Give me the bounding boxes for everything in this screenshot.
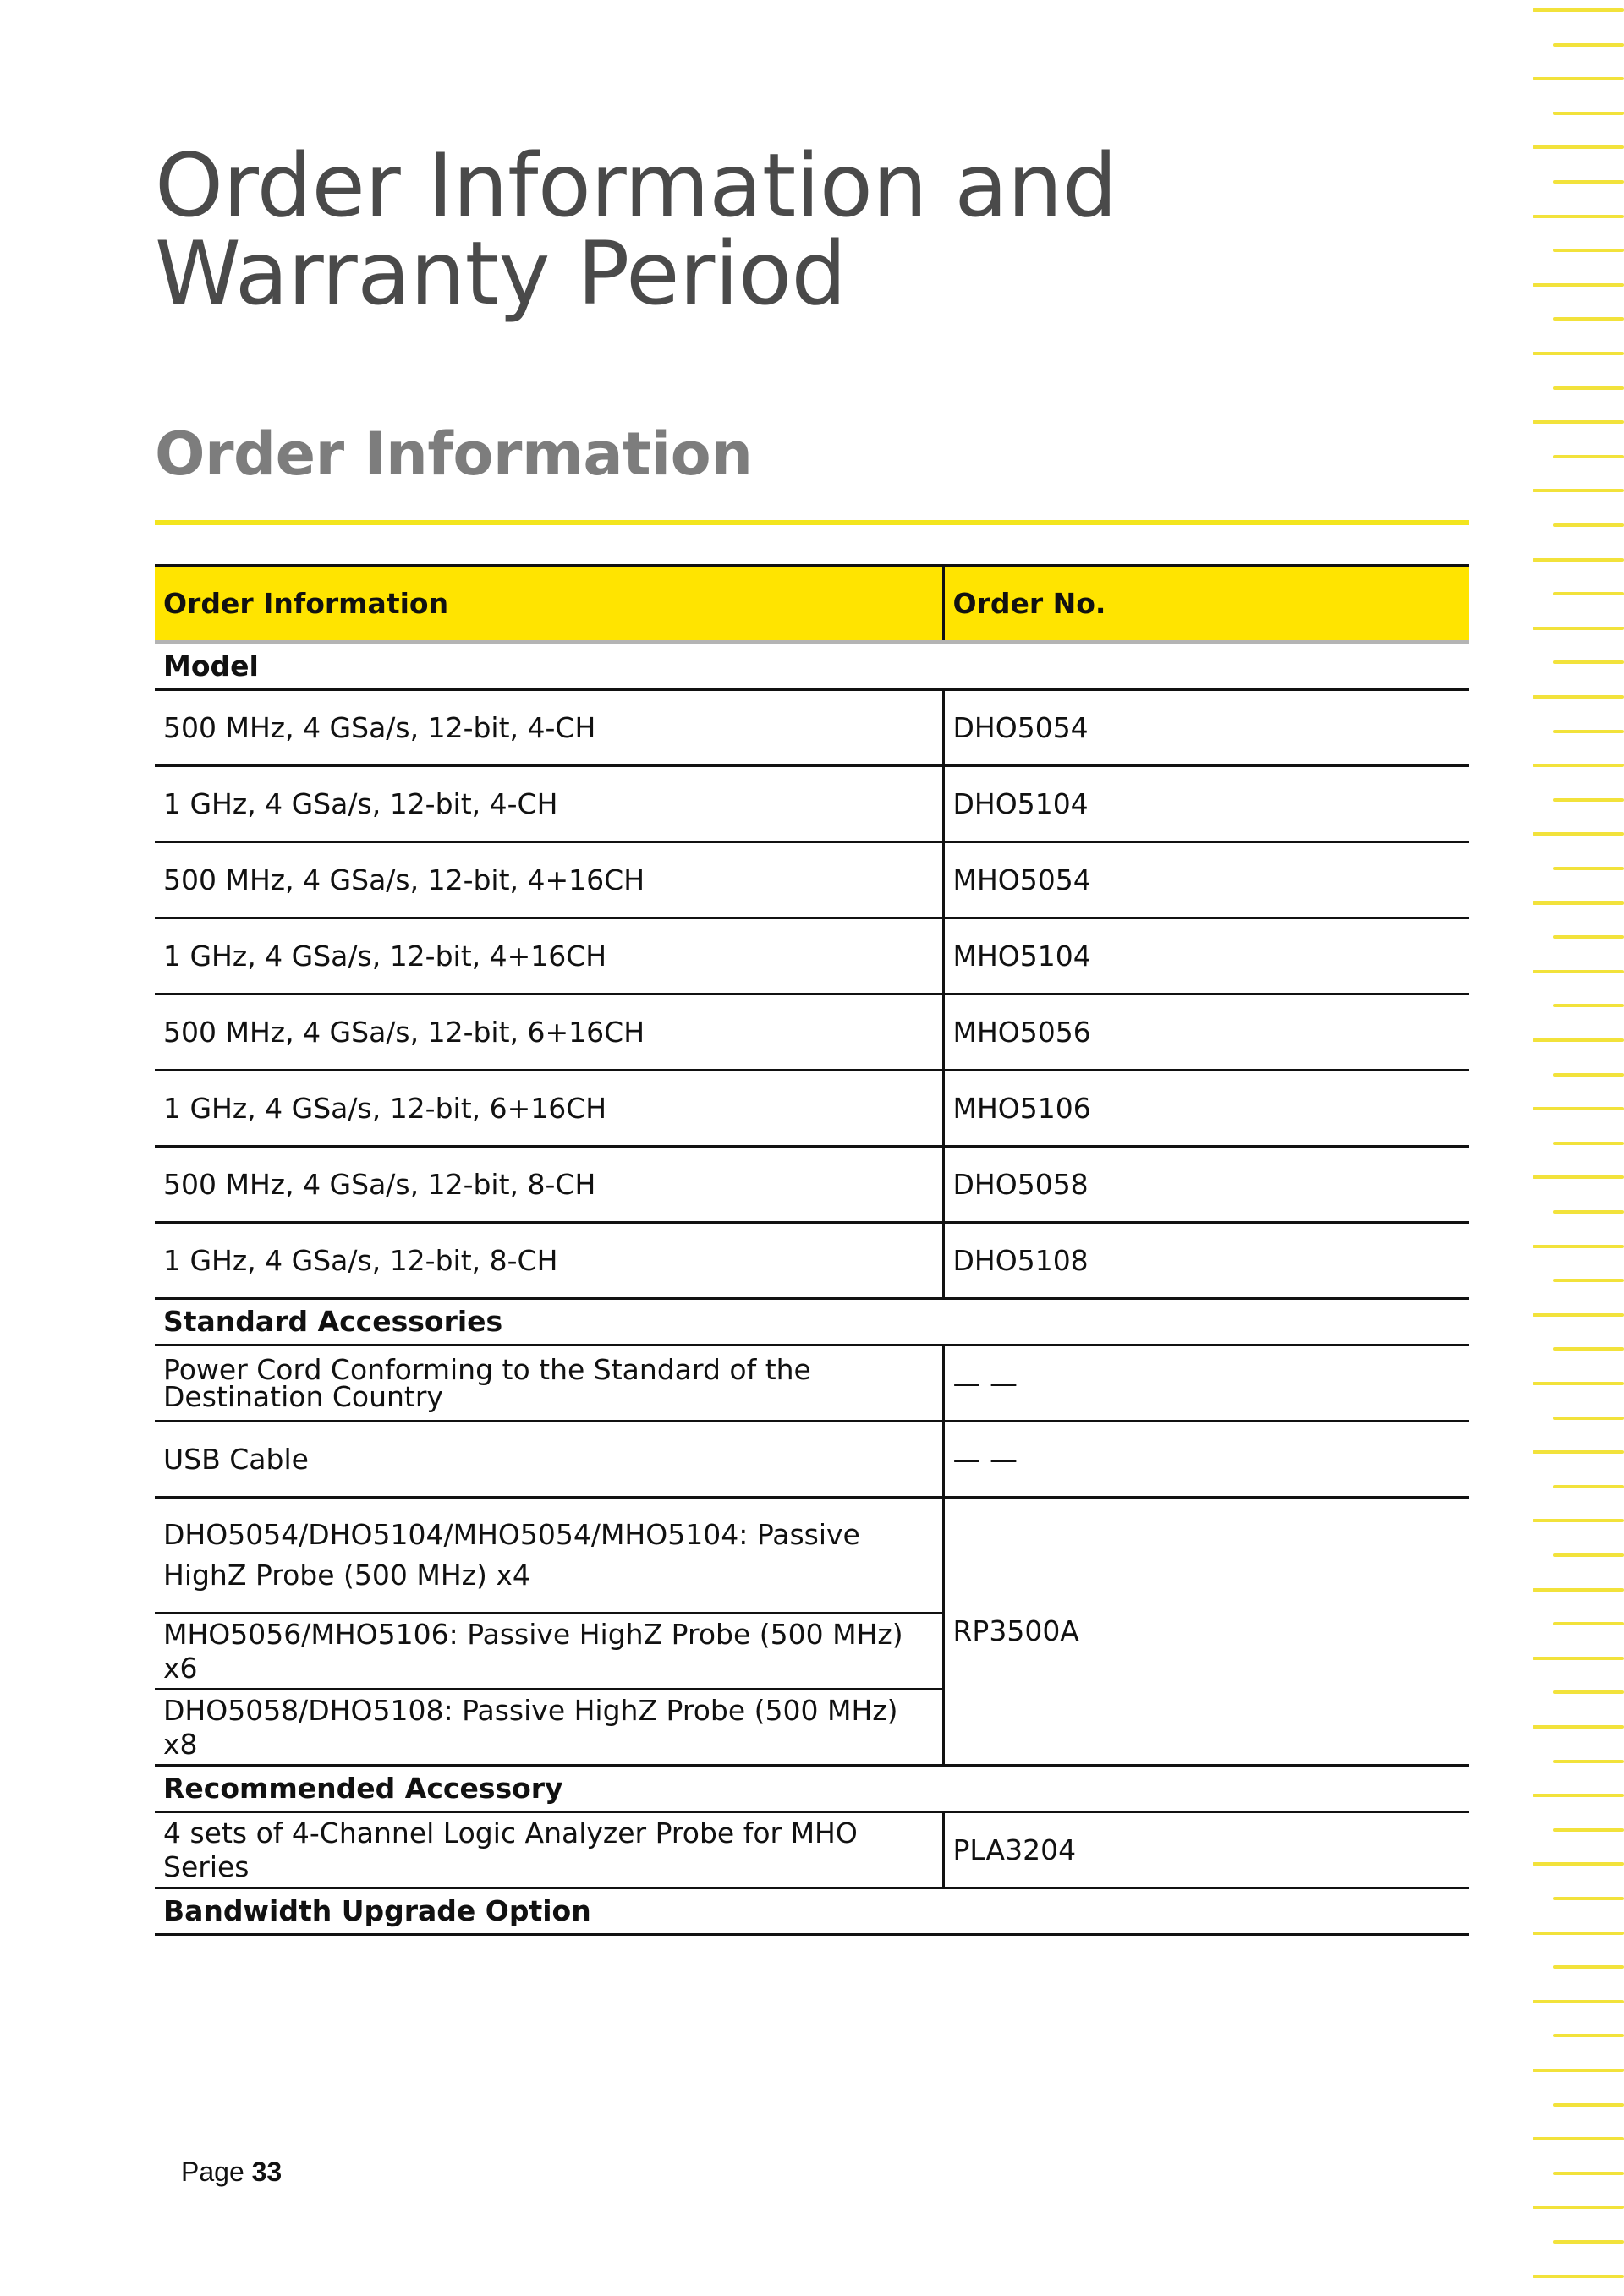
deco-stripe bbox=[1553, 2172, 1624, 2175]
deco-stripe bbox=[1553, 867, 1624, 870]
deco-stripe bbox=[1553, 1965, 1624, 1969]
order-no-cell: MHO5056 bbox=[943, 995, 1469, 1071]
deco-stripe bbox=[1533, 1450, 1624, 1454]
deco-stripe bbox=[1533, 2137, 1624, 2140]
deco-stripe bbox=[1533, 1932, 1624, 1935]
deco-stripe bbox=[1553, 180, 1624, 184]
order-info-cell: 500 MHz, 4 GSa/s, 12-bit, 4-CH bbox=[155, 690, 943, 766]
order-no-cell: DHO5054 bbox=[943, 690, 1469, 766]
deco-stripe bbox=[1553, 935, 1624, 939]
order-no-cell-merged: RP3500A bbox=[943, 1498, 1469, 1766]
table-row bbox=[155, 1812, 1469, 1888]
section-row-standard-accessories bbox=[155, 1299, 1469, 1345]
deco-stripe bbox=[1533, 1794, 1624, 1797]
deco-stripe bbox=[1553, 43, 1624, 47]
deco-stripe bbox=[1553, 1279, 1624, 1282]
order-no-cell: MHO5106 bbox=[943, 1071, 1469, 1147]
deco-stripe bbox=[1553, 730, 1624, 733]
table-row bbox=[155, 1422, 1469, 1498]
deco-stripe bbox=[1533, 764, 1624, 767]
deco-stripe bbox=[1553, 1347, 1624, 1351]
page-number: 33 bbox=[251, 2156, 283, 2187]
order-information-table bbox=[155, 564, 1469, 1936]
deco-stripe bbox=[1553, 523, 1624, 527]
order-info-cell: 4 sets of 4-Channel Logic Analyzer Probe for MHO Series bbox=[155, 1812, 943, 1888]
deco-stripe bbox=[1533, 627, 1624, 630]
order-info-cell: 500 MHz, 4 GSa/s, 12-bit, 4+16CH bbox=[155, 842, 943, 918]
table-row bbox=[155, 995, 1469, 1071]
order-no-cell: DHO5058 bbox=[943, 1147, 1469, 1223]
deco-stripe bbox=[1533, 283, 1624, 287]
deco-stripe bbox=[1553, 798, 1624, 802]
section-label: Recommended Accessory bbox=[155, 1766, 1469, 1812]
deco-stripe bbox=[1533, 695, 1624, 699]
order-no-cell: — — bbox=[943, 1422, 1469, 1498]
deco-stripe bbox=[1553, 249, 1624, 252]
order-no-cell: DHO5108 bbox=[943, 1223, 1469, 1299]
section-row-bandwidth-upgrade-option bbox=[155, 1888, 1469, 1935]
order-info-cell: 1 GHz, 4 GSa/s, 12-bit, 4+16CH bbox=[155, 918, 943, 995]
table-row bbox=[155, 690, 1469, 766]
header-order-information: Order Information bbox=[155, 566, 943, 643]
order-no-cell: — — bbox=[943, 1345, 1469, 1422]
deco-stripe bbox=[1553, 1690, 1624, 1694]
section-row-recommended-accessory bbox=[155, 1766, 1469, 1812]
table-row bbox=[155, 842, 1469, 918]
deco-stripe bbox=[1533, 1313, 1624, 1317]
deco-stripe bbox=[1553, 1073, 1624, 1077]
header-order-no: Order No. bbox=[943, 566, 1469, 643]
deco-stripe bbox=[1533, 77, 1624, 80]
page-label: Page bbox=[181, 2156, 244, 2187]
order-info-cell: 1 GHz, 4 GSa/s, 12-bit, 8-CH bbox=[155, 1223, 943, 1299]
deco-stripe bbox=[1553, 2240, 1624, 2244]
deco-stripe bbox=[1533, 1657, 1624, 1660]
order-no-cell: MHO5054 bbox=[943, 842, 1469, 918]
deco-stripe bbox=[1533, 1175, 1624, 1179]
deco-stripe bbox=[1553, 455, 1624, 458]
deco-stripe bbox=[1533, 1862, 1624, 1866]
order-info-cell: 1 GHz, 4 GSa/s, 12-bit, 4-CH bbox=[155, 766, 943, 842]
deco-stripe bbox=[1553, 1417, 1624, 1420]
deco-stripe bbox=[1553, 1828, 1624, 1832]
deco-stripe bbox=[1533, 489, 1624, 492]
deco-stripe bbox=[1533, 215, 1624, 218]
section-label: Model bbox=[155, 643, 1469, 690]
deco-stripe bbox=[1553, 1760, 1624, 1763]
deco-stripe bbox=[1553, 592, 1624, 595]
table-row bbox=[155, 1223, 1469, 1299]
order-info-cell: MHO5056/MHO5106: Passive HighZ Probe (500 MHz) x6 bbox=[155, 1614, 943, 1690]
order-info-cell: DHO5054/DHO5104/MHO5054/MHO5104: Passive HighZ Probe (500 MHz) x4 bbox=[155, 1498, 943, 1614]
table-header-row bbox=[155, 566, 1469, 643]
deco-stripe bbox=[1533, 420, 1624, 424]
order-no-cell: PLA3204 bbox=[943, 1812, 1469, 1888]
order-info-cell: 500 MHz, 4 GSa/s, 12-bit, 6+16CH bbox=[155, 995, 943, 1071]
deco-stripe bbox=[1553, 1622, 1624, 1625]
deco-stripe bbox=[1533, 901, 1624, 905]
table-row bbox=[155, 1147, 1469, 1223]
deco-stripe bbox=[1533, 145, 1624, 149]
deco-stripe bbox=[1533, 1245, 1624, 1248]
deco-stripe bbox=[1533, 1107, 1624, 1110]
order-info-cell: 1 GHz, 4 GSa/s, 12-bit, 6+16CH bbox=[155, 1071, 943, 1147]
deco-stripe bbox=[1553, 112, 1624, 115]
table-row bbox=[155, 918, 1469, 995]
deco-stripe bbox=[1533, 2069, 1624, 2072]
order-no-cell: DHO5104 bbox=[943, 766, 1469, 842]
deco-stripe bbox=[1553, 317, 1624, 321]
order-info-cell: DHO5058/DHO5108: Passive HighZ Probe (500 MHz) x8 bbox=[155, 1690, 943, 1766]
section-row-model bbox=[155, 643, 1469, 690]
order-info-cell: Power Cord Conforming to the Standard of the Destination Country bbox=[155, 1345, 943, 1422]
deco-stripe bbox=[1553, 1485, 1624, 1488]
order-info-cell: USB Cable bbox=[155, 1422, 943, 1498]
deco-stripe bbox=[1533, 2275, 1624, 2278]
page-footer bbox=[181, 2156, 282, 2188]
deco-stripe bbox=[1553, 2103, 1624, 2107]
table-row bbox=[155, 766, 1469, 842]
page-title: Order Information and Warranty Period bbox=[155, 135, 1117, 325]
deco-stripe bbox=[1553, 1142, 1624, 1145]
deco-stripe bbox=[1553, 660, 1624, 664]
deco-stripe bbox=[1533, 1038, 1624, 1042]
section-label: Bandwidth Upgrade Option bbox=[155, 1888, 1469, 1935]
table-row bbox=[155, 1498, 1469, 1614]
deco-stripe bbox=[1553, 386, 1624, 390]
deco-stripe bbox=[1533, 970, 1624, 973]
section-divider bbox=[155, 520, 1469, 525]
table-row bbox=[155, 1071, 1469, 1147]
deco-stripe bbox=[1533, 1519, 1624, 1522]
deco-stripe bbox=[1553, 1553, 1624, 1557]
deco-stripe bbox=[1533, 1725, 1624, 1729]
table-row bbox=[155, 1345, 1469, 1422]
deco-stripe bbox=[1533, 2000, 1624, 2003]
deco-stripe bbox=[1553, 1210, 1624, 1214]
deco-stripe bbox=[1553, 2034, 1624, 2037]
order-info-cell: 500 MHz, 4 GSa/s, 12-bit, 8-CH bbox=[155, 1147, 943, 1223]
deco-stripe bbox=[1533, 2206, 1624, 2209]
deco-stripe bbox=[1553, 1897, 1624, 1900]
deco-stripe bbox=[1533, 8, 1624, 12]
section-title: Order Information bbox=[155, 419, 753, 489]
section-label: Standard Accessories bbox=[155, 1299, 1469, 1345]
order-no-cell: MHO5104 bbox=[943, 918, 1469, 995]
decorative-margin-stripes bbox=[1522, 0, 1624, 2296]
deco-stripe bbox=[1533, 1588, 1624, 1592]
deco-stripe bbox=[1533, 1382, 1624, 1385]
deco-stripe bbox=[1553, 1004, 1624, 1007]
deco-stripe bbox=[1533, 352, 1624, 355]
deco-stripe bbox=[1533, 832, 1624, 836]
deco-stripe bbox=[1533, 558, 1624, 562]
